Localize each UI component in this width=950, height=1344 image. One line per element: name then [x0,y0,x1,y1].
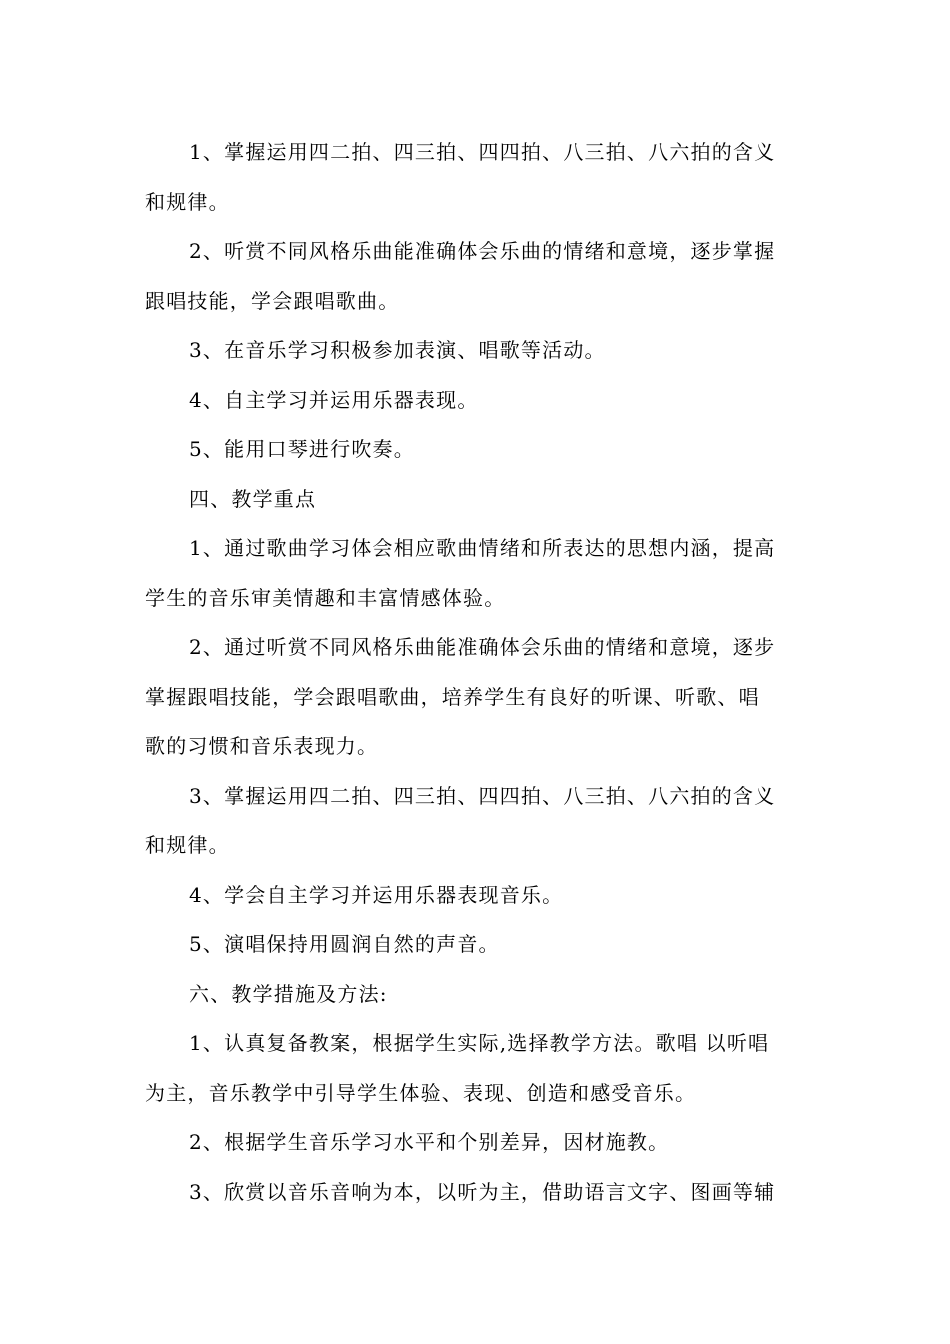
paragraph-objective-5 [145,425,807,475]
section-heading: 四、教学重点 [189,486,317,511]
text-line: 5、能用口琴进行吹奏。 [189,437,415,461]
text-line: 3、欣赏以音乐音响为本，以听为主，借助语言文字、图画等辅 [189,1179,776,1204]
paragraph-focus-2 [145,623,807,772]
text-line: 5、演唱保持用圆润自然的声音。 [189,932,500,956]
text-line: 歌的习惯和音乐表现力。 [145,734,379,758]
text-line: 2、听赏不同风格乐曲能准确体会乐曲的情绪和意境，逐步掌握 [189,239,776,263]
text-line: 和规律。 [145,833,230,857]
paragraph-method-2 [145,1118,807,1168]
text-line: 为主，音乐教学中引导学生体验、表现、创造和感受音乐。 [145,1080,697,1105]
text-line: 3、掌握运用四二拍、四三拍、四四拍、八三拍、八六拍的含义 [189,783,776,808]
paragraph-objective-3 [145,326,807,376]
text-line: 3、在音乐学习积极参加表演、唱歌等活动。 [189,338,606,362]
text-line: 2、根据学生音乐学习水平和个别差异，因材施教。 [189,1130,670,1154]
text-line: 跟唱技能，学会跟唱歌曲。 [145,288,400,313]
paragraph-focus-3 [145,772,807,871]
paragraph-method-3 [145,1168,807,1218]
text-line: 和规律。 [145,189,230,214]
text-line: 学生的音乐审美情趣和丰富情感体验。 [145,585,506,610]
paragraph-focus-1 [145,524,807,623]
text-line: 掌握跟唱技能，学会跟唱歌曲，培养学生有良好的听课、听歌、唱 [145,684,760,709]
text-line: 1、认真复备教案，根据学生实际,选择教学方法。歌唱 以听唱 [189,1031,770,1055]
paragraph-focus-4 [145,871,807,921]
paragraph-objective-4 [145,376,807,426]
text-line: 1、通过歌曲学习体会相应歌曲情绪和所表达的思想内涵，提高 [189,536,776,560]
text-line: 1、掌握运用四二拍、四三拍、四四拍、八三拍、八六拍的含义 [189,140,776,164]
document-body [145,128,807,1217]
paragraph-objective-2 [145,227,807,326]
text-line: 2、通过听赏不同风格乐曲能准确体会乐曲的情绪和意境，逐步 [189,635,776,659]
section-heading-teaching-methods [145,970,807,1020]
paragraph-focus-5 [145,920,807,970]
paragraph-objective-1 [145,128,807,227]
section-heading-teaching-focus [145,475,807,525]
text-line: 4、自主学习并运用乐器表现。 [189,387,479,412]
paragraph-method-1 [145,1019,807,1118]
text-line: 4、学会自主学习并运用乐器表现音乐。 [189,882,564,907]
section-heading: 六、教学措施及方法: [189,981,388,1006]
